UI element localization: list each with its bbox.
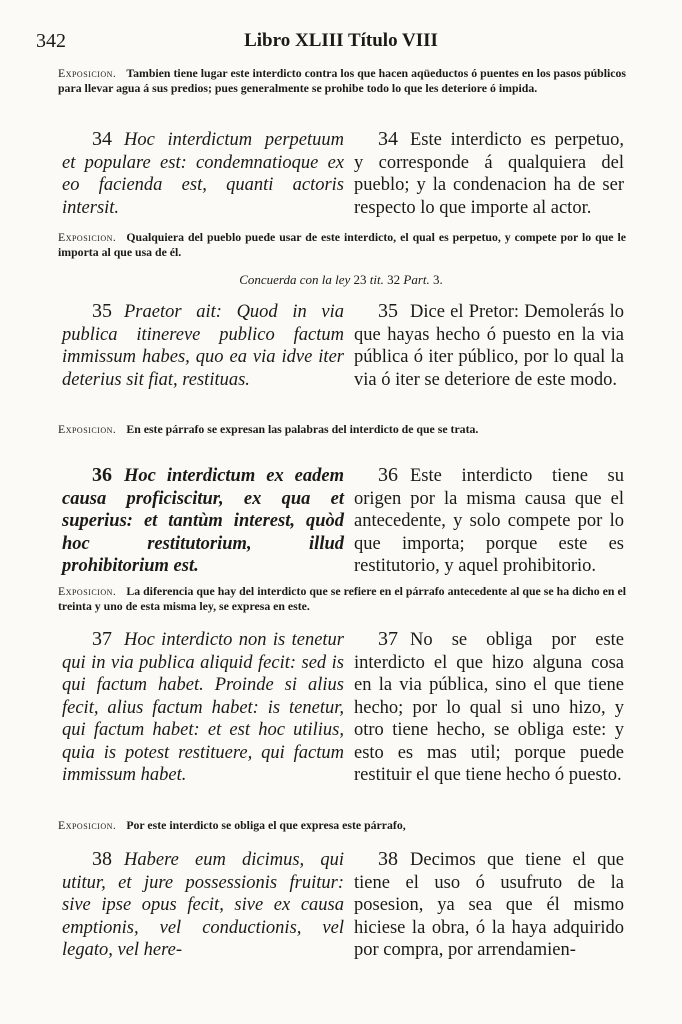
paragraph-number: 34 [92, 128, 112, 150]
latin-text: Hoc interdicto non is tenetur qui in via publica aliquid fecit: sed is qui factum habet. Proinde si alius fecit, alius factum habet: is tenetur, qui factum habet: et est hoc utilius, quia is potest restituere, qui factum immissum habet. [62, 630, 344, 785]
paragraph-36-spanish [354, 464, 624, 578]
exposicion-text: Qualquiera del pueblo puede usar de este interdicto, el qual es perpetuo, y compete por lo que le importa al que usa de él. [58, 230, 626, 259]
exposicion-label: Exposicion. [58, 230, 117, 244]
paragraph-38-spanish [354, 848, 624, 962]
paragraph-37-spanish [354, 628, 624, 787]
exposicion-intro [58, 66, 626, 96]
spanish-text: Este interdicto es perpetuo, y corresponde á qualquiera del pueblo; y la condenacion ha de ser respecto lo que importe al actor. [354, 130, 624, 218]
paragraph-number: 38 [92, 848, 112, 870]
paragraph-number: 36 [378, 464, 398, 486]
spanish-text: Decimos que tiene el que tiene el uso ó usufruto de la posesion, ya sea que él mismo hiciese la obra, ó la haya adquirido por compra, por arrendamien- [354, 850, 624, 960]
latin-text: Hoc interdictum perpetuum et populare est: condemnatioque ex eo facienda est, quanti actoris intersit. [62, 130, 344, 218]
exposicion-text: La diferencia que hay del interdicto que se refiere en el párrafo antecedente al que se ha dicho en el treinta y uno de esta misma ley, se expresa en este. [58, 584, 626, 613]
concordance-note: Concuerda con la ley 23 tit. 32 Part. 3. [239, 272, 443, 287]
page-number: 342 [36, 30, 66, 52]
exposicion-34 [58, 230, 626, 260]
paragraph-38-latin [62, 848, 344, 962]
paragraph-number: 37 [378, 628, 398, 650]
paragraph-34-latin [62, 128, 344, 219]
running-head: Libro XLIII Título VIII [244, 30, 438, 51]
exposicion-label: Exposicion. [58, 66, 117, 80]
exposicion-36 [58, 584, 626, 614]
latin-text: Habere eum dicimus, qui utitur, et jure possessionis fruitur: sive ipse opus fecit, sive ex causa emptionis, vel conductionis, vel legato, vel here- [62, 850, 344, 960]
paragraph-number: 36 [92, 464, 112, 486]
spanish-text: Este interdicto tiene su origen por la misma causa que el antecedente, y solo compete por lo que importa; porque este es restitutorio, y aquel prohibitorio. [354, 466, 624, 576]
spanish-text: Dice el Pretor: Demolerás lo que hayas hecho ó puesto en la via pública ó iter público, por lo qual la via ó iter se deteriore de este modo. [354, 302, 624, 390]
exposicion-text: Por este interdicto se obliga el que expresa este párrafo, [126, 818, 406, 832]
paragraph-35-latin [62, 300, 344, 391]
exposicion-label: Exposicion. [58, 584, 117, 598]
paragraph-number: 34 [378, 128, 398, 150]
exposicion-label: Exposicion. [58, 818, 117, 832]
exposicion-text: Tambien tiene lugar este interdicto contra los que hacen aqüeductos ó puentes en los pasos públicos para llevar agua á sus predios; pues generalmente se prohibe todo lo que les deteriore ó impida. [58, 66, 626, 95]
exposicion-label: Exposicion. [58, 422, 117, 436]
paragraph-37-latin [62, 628, 344, 787]
paragraph-36-latin [62, 464, 344, 578]
exposicion-37 [58, 818, 626, 833]
paragraph-number: 38 [378, 848, 398, 870]
latin-text: Hoc interdictum ex eadem causa proficiscitur, ex qua et superius: et tantùm interest, quòd hoc restitutorium, illud prohibitorium est. [62, 466, 344, 576]
paragraph-number: 35 [378, 300, 398, 322]
spanish-text: No se obliga por este interdicto el que hizo alguna cosa en la via pública, sino el que tiene hecho; por lo qual si uno hizo, y otro tiene hecho, se obliga este: y esto es mas util; porque puede restituir el que tiene hecho ó puesto. [354, 630, 624, 785]
page-header [36, 30, 646, 54]
paragraph-34-spanish [354, 128, 624, 219]
exposicion-35 [58, 422, 626, 437]
paragraph-35-spanish [354, 300, 624, 391]
paragraph-number: 35 [92, 300, 112, 322]
latin-text: Praetor ait: Quod in via publica itinereve publico factum immissum habes, quo ea via idve iter deterius sit fiat, restituas. [62, 302, 344, 390]
paragraph-number: 37 [92, 628, 112, 650]
exposicion-text: En este párrafo se expresan las palabras del interdicto de que se trata. [126, 422, 479, 436]
